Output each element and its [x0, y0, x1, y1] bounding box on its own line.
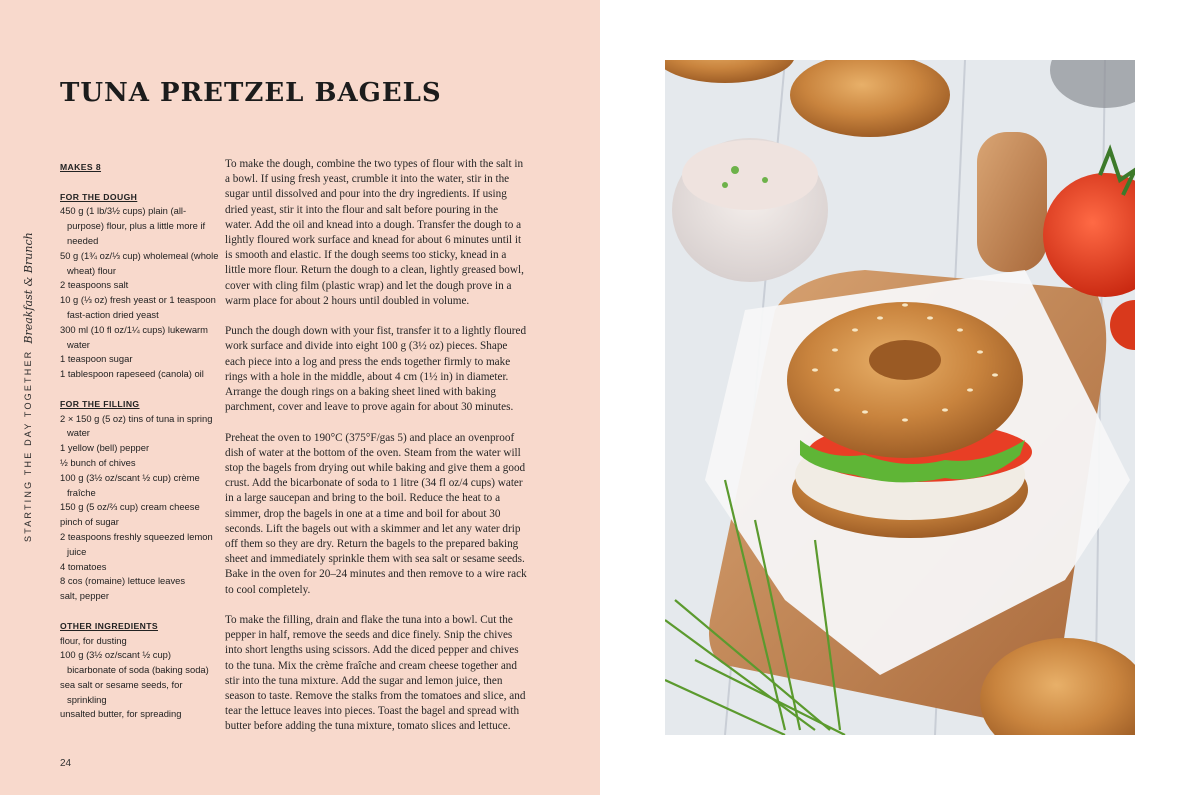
- ingredient-item: ½ bunch of chives: [60, 456, 136, 468]
- ingredient-section-dough: [60, 190, 220, 382]
- running-head-script: Breakfast & Brunch: [21, 232, 35, 344]
- ingredients-column: [60, 160, 220, 737]
- ingredient-section-filling: [60, 397, 220, 604]
- ingredient-item: 1 teaspoon sugar: [60, 353, 133, 365]
- ingredient-item: 150 g (5 oz/⅔ cup) cream cheese: [60, 501, 200, 513]
- method-paragraph: Preheat the oven to 190°C (375°F/gas 5) and place an ovenproof dish of water at the bottom of the oven. Steam from the water will stop the bagels from drying out while baking and give them a good crust. Add the bicarbonate of soda to 1 litre (34 fl oz/4 cups) water in a large saucepan and bring to the boil. Reduce the heat to a simmer, drop the bagels in one at a time and boil for about 30 seconds. Lift the bagels out with a skimmer and let any water drip off them so they are dry. Return the bagels to the prepared baking sheet and immediately sprinkle them with sea salt or sesame seeds. Bake in the oven for 20–24 minutes and then remove to a wire rack to cool completely.: [225, 431, 527, 596]
- method-paragraph: To make the filling, drain and flake the tuna into a bowl. Cut the pepper in half, remove the seeds and dice finely. Snip the chives into short lengths using scissors. Add the diced pepper and chives to the tuna. Mix the crème fraîche and cream cheese together and stir into the tuna mixture. Add the sugar and lemon juice, then season to taste. Remove the stalks from the tomatoes and slice, and tear the lettuce leaves into pieces. Toast the bagel and spread with butter before adding the tuna mixture, tomato slices and lettuce.: [225, 614, 526, 733]
- ingredient-item: 300 ml (10 fl oz/1¼ cups) lukewarm water: [60, 323, 208, 350]
- ingredient-item: 2 teaspoons salt: [60, 279, 129, 291]
- section-heading-filling: FOR THE FILLING: [60, 398, 140, 409]
- ingredient-item: pinch of sugar: [60, 516, 119, 528]
- ingredient-item: 50 g (1¾ oz/⅓ cup) wholemeal (whole wheat) flour: [60, 249, 219, 276]
- method-paragraph: To make the dough, combine the two types of flour with the salt in a bowl. If using fresh yeast, crumble it into the water, stir in the sugar until dissolved and pour into the dry ingredients. If using dried yeast, stir it into the flour and salt before pouring in the water. Add the oil and knead into a dough. Transfer the dough to a lightly floured work surface and knead for about 6 minutes until it is smooth and elastic. If the dough seems too sticky, knead in a little more flour. Return the dough to a clean, lightly greased bowl, cover with cling film (plastic wrap) and let the dough prove in a warm place for about 2 hours until doubled in volume.: [225, 158, 524, 307]
- ingredient-item: 2 teaspoons freshly squeezed lemon juice: [60, 530, 213, 557]
- ingredient-item: 2 × 150 g (5 oz) tins of tuna in spring water: [60, 412, 213, 439]
- ingredient-item: 8 cos (romaine) lettuce leaves: [60, 575, 186, 587]
- ingredient-list-other: [60, 634, 220, 723]
- bagel-photo: [665, 60, 1135, 735]
- makes-label: MAKES 8: [60, 162, 102, 172]
- ingredient-item: 450 g (1 lb/3½ cups) plain (all-purpose) flour, plus a little more if needed: [60, 205, 206, 246]
- recipe-title: TUNA PRETZEL BAGELS: [60, 78, 442, 108]
- ingredient-section-other: [60, 619, 220, 723]
- tuna-bagel-sandwich: [787, 302, 1032, 538]
- ingredient-item: 10 g (⅓ oz) fresh yeast or 1 teaspoon fast-action dried yeast: [60, 294, 216, 320]
- ingredient-item: 100 g (3½ oz/scant ½ cup) bicarbonate of soda (baking soda): [60, 649, 209, 676]
- running-head-main: STARTING THE DAY TOGETHER: [23, 349, 33, 542]
- ingredient-item: salt, pepper: [60, 590, 109, 602]
- method-column: [225, 157, 527, 750]
- ingredient-item: 1 yellow (bell) pepper: [60, 442, 150, 454]
- running-head: [18, 232, 38, 542]
- method-paragraph: Punch the dough down with your fist, transfer it to a lightly floured work surface and divide into eight 100 g (3½ oz) pieces. Shape each piece into a log and press the ends together firmly to make rings with a hole in the middle, about 4 cm (1½ in) in diameter. Arrange the dough rings on a baking sheet lined with baking parchment, cover and leave to prove again for about 30 minutes.: [225, 325, 527, 414]
- page-number: 24: [60, 758, 72, 769]
- ingredient-item: unsalted butter, for spreading: [60, 708, 182, 720]
- ingredient-item: 4 tomatoes: [60, 560, 107, 572]
- ingredient-item: flour, for dusting: [60, 634, 127, 646]
- ingredient-list-filling: [60, 412, 220, 604]
- ingredient-list-dough: [60, 204, 220, 382]
- section-heading-other: OTHER INGREDIENTS: [60, 620, 158, 631]
- ingredient-item: 1 tablespoon rapeseed (canola) oil: [60, 368, 204, 380]
- ingredient-item: 100 g (3½ oz/scant ½ cup) crème fraîche: [60, 471, 200, 498]
- dip-jar: [672, 138, 828, 282]
- section-heading-dough: FOR THE DOUGH: [60, 191, 138, 202]
- ingredient-item: sea salt or sesame seeds, for sprinkling: [60, 678, 183, 705]
